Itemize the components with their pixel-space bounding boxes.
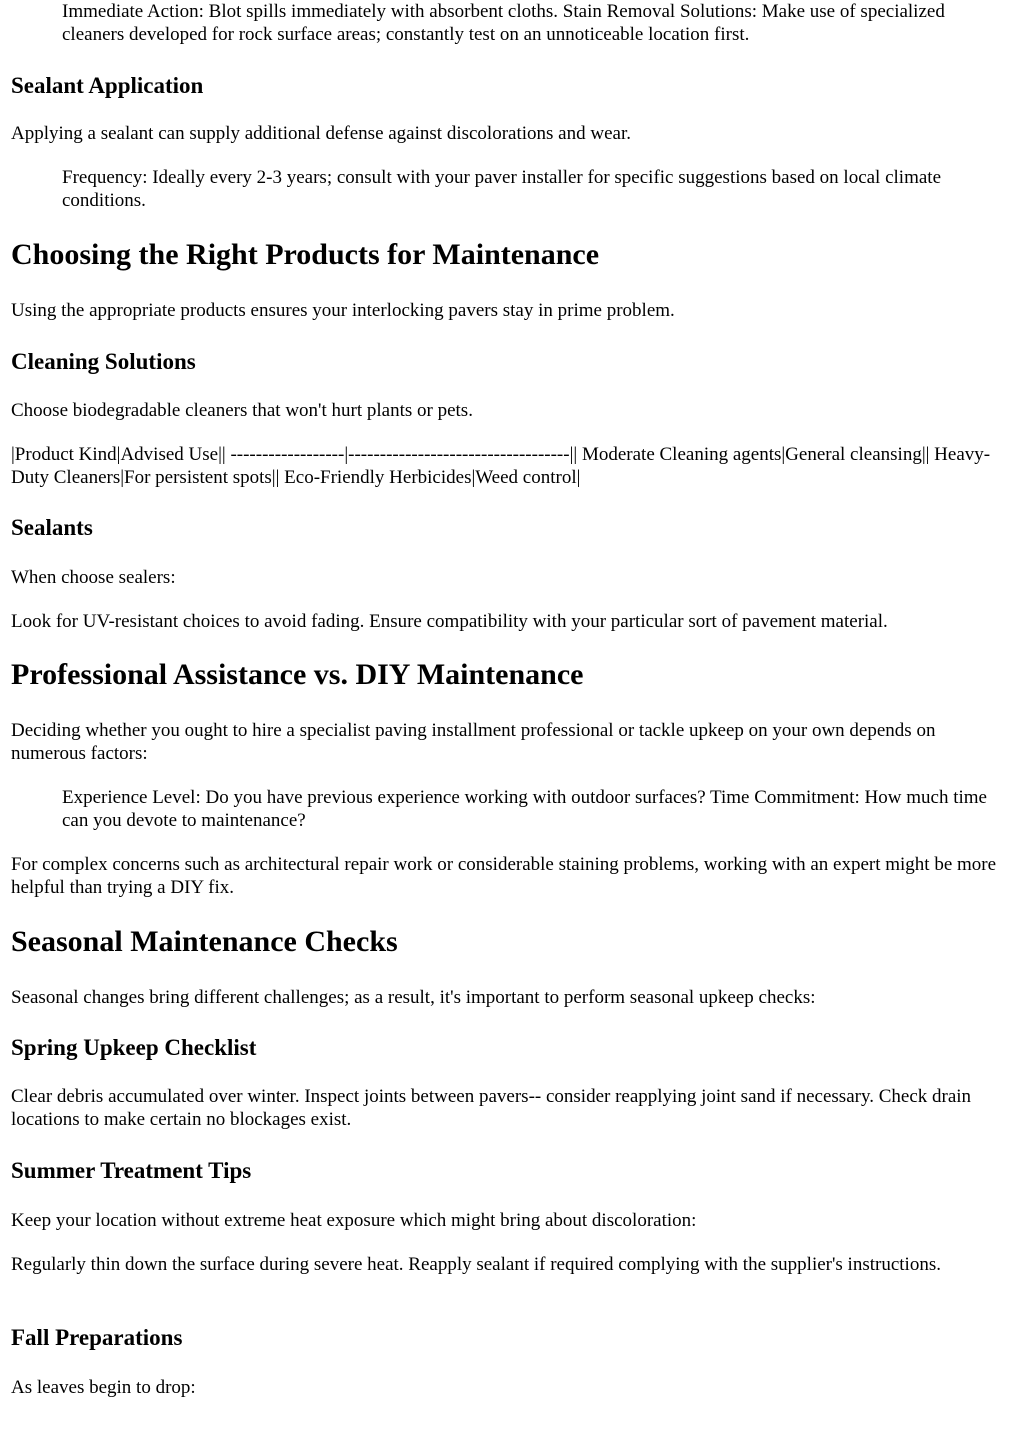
complex-concerns-paragraph: For complex concerns such as architectural repair work or considerable staining problems, working with an expert might be more helpful than trying a DIY fix. (11, 854, 997, 898)
heading-spring-checklist: Spring Upkeep Checklist (11, 1035, 257, 1060)
products-intro-paragraph: Using the appropriate products ensures your interlocking pavers stay in prime problem. (11, 300, 675, 321)
heading-choosing-products: Choosing the Right Products for Maintenance (11, 238, 600, 271)
experience-level-quote: Experience Level: Do you have previous experience working with outdoor surfaces? Time Commitment: How much time can you devote to maintenance? (62, 787, 987, 831)
cleaning-solutions-paragraph: Choose biodegradable cleaners that won't hurt plants or pets. (11, 400, 473, 421)
seasonal-intro-paragraph: Seasonal changes bring different challenges; as a result, it's important to perform seasonal upkeep checks: (11, 987, 816, 1008)
summer-intro-paragraph: Keep your location without extreme heat exposure which might bring about discoloration: (11, 1210, 697, 1231)
deciding-paragraph: Deciding whether you ought to hire a specialist paving installment professional or tackle upkeep on your own depends on numerous factors: (11, 720, 936, 764)
heading-cleaning-solutions: Cleaning Solutions (11, 349, 196, 374)
sealers-intro-paragraph: When choose sealers: (11, 567, 176, 588)
product-table-text: |Product Kind|Advised Use|| ------------------|-----------------------------------|| Moderate Cleaning agents|General cleansing|| Heavy-Duty Cleaners|For persistent spots|| Eco-Friendly Herbicides|Weed control| (11, 444, 991, 488)
fall-intro-paragraph: As leaves begin to drop: (11, 1377, 196, 1398)
sealant-intro-paragraph: Applying a sealant can supply additional defense against discolorations and wear. (11, 123, 631, 144)
spring-checklist-paragraph: Clear debris accumulated over winter. Inspect joints between pavers-- consider reapplying joint sand if necessary. Check drain locations to make certain no blockages exist. (11, 1086, 972, 1130)
heading-professional-vs-diy: Professional Assistance vs. DIY Maintenance (11, 658, 584, 691)
summer-tips-paragraph: Regularly thin down the surface during severe heat. Reapply sealant if required complying with the supplier's instructions. (11, 1254, 941, 1275)
uv-resistant-paragraph: Look for UV-resistant choices to avoid fading. Ensure compatibility with your particular sort of pavement material. (11, 611, 888, 632)
frequency-quote: Frequency: Ideally every 2-3 years; consult with your paver installer for specific suggestions based on local climate conditions. (62, 167, 942, 211)
heading-sealant-application: Sealant Application (11, 73, 204, 98)
heading-sealants: Sealants (11, 515, 93, 540)
immediate-action-quote: Immediate Action: Blot spills immediately with absorbent cloths. Stain Removal Solutions: Make use of specialized cleaners developed for rock surface areas; constantly test on an unnoticeable location first. (62, 1, 945, 45)
heading-seasonal-checks: Seasonal Maintenance Checks (11, 925, 398, 958)
heading-summer-tips: Summer Treatment Tips (11, 1158, 252, 1183)
heading-fall-preparations: Fall Preparations (11, 1325, 183, 1350)
